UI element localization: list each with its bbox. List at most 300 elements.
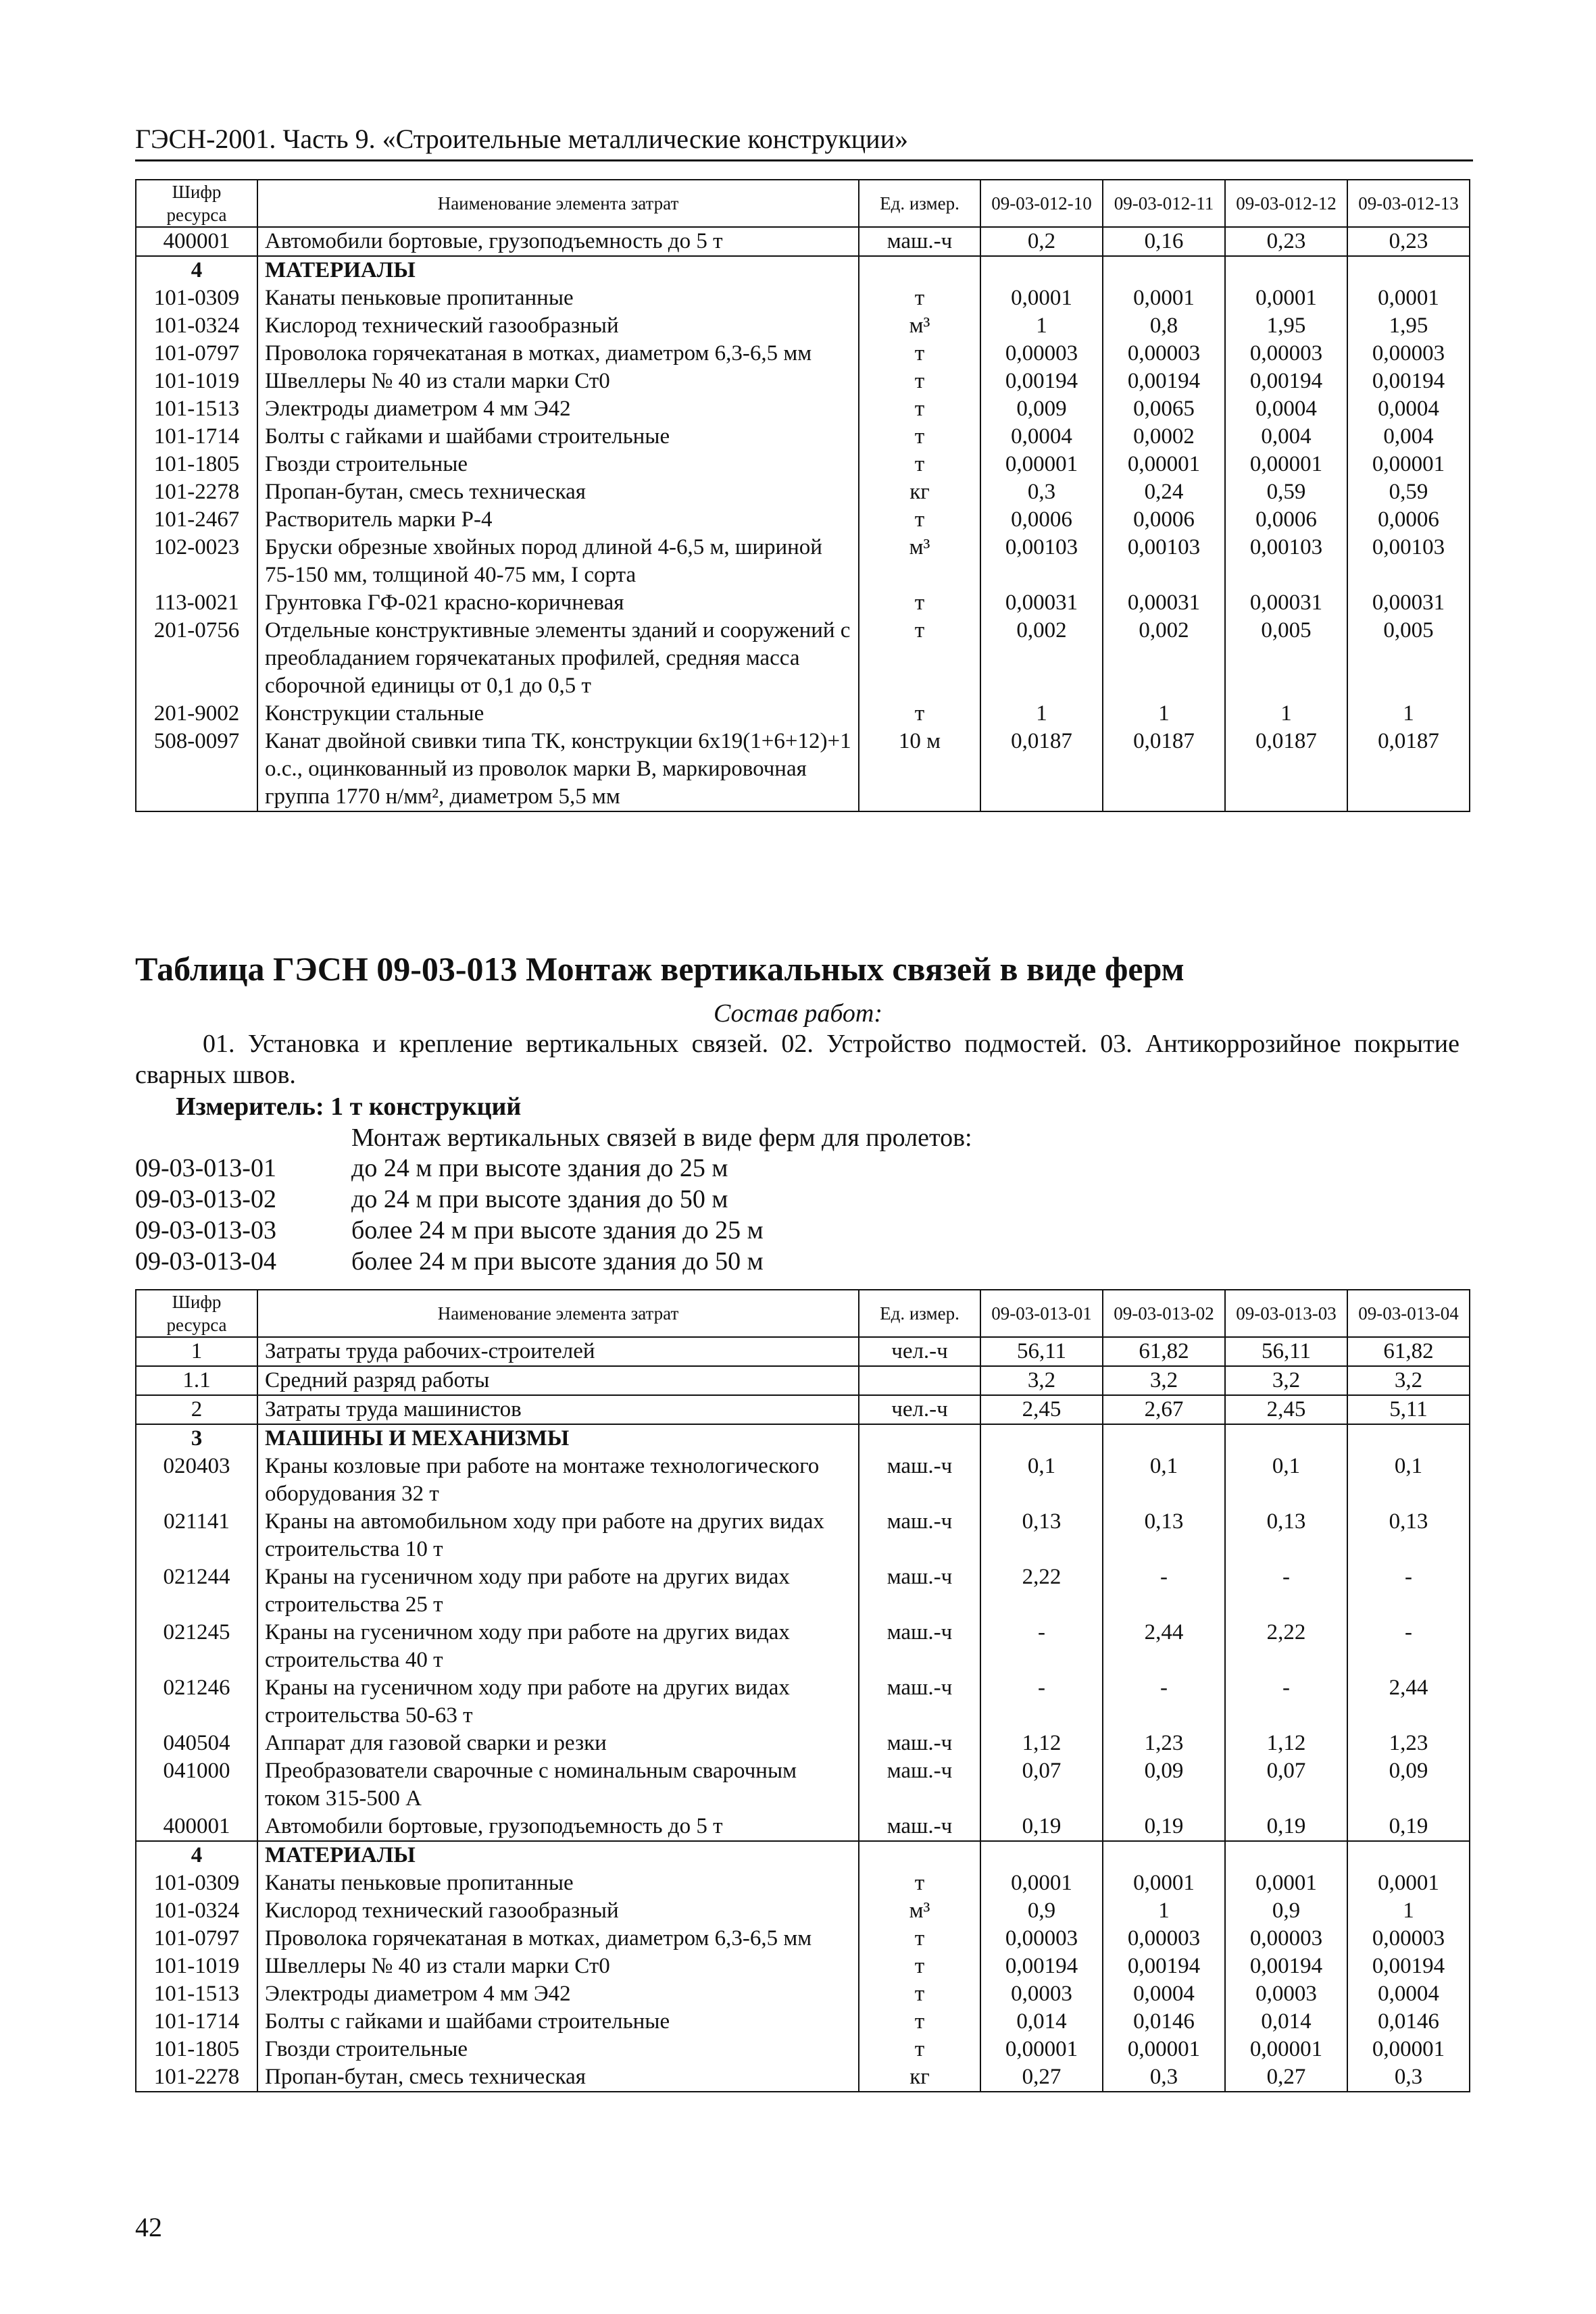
value-cell: 0,23 (1347, 227, 1470, 256)
col-variant-header: 09-03-013-04 (1347, 1290, 1470, 1337)
unit-cell: кг (859, 2063, 980, 2092)
value-cell: 0,00003 (1347, 1925, 1470, 1953)
variant-text: до 24 м при высоте здания до 50 м (351, 1185, 728, 1213)
table-row (136, 1757, 1470, 1813)
resource-code: 021246 (136, 1674, 257, 1730)
unit-cell: м³ (859, 534, 980, 589)
value-cell: 0,00001 (1225, 451, 1347, 478)
unit-cell: маш.-ч (859, 1674, 980, 1730)
value-cell: 1 (1103, 1897, 1225, 1925)
resource-code: 201-9002 (136, 700, 257, 728)
value-cell: 0,0187 (1347, 728, 1470, 811)
unit-cell: маш.-ч (859, 1453, 980, 1508)
value-cell: 0,1 (1103, 1453, 1225, 1508)
table-row (136, 312, 1470, 340)
col-name-header: Наименование элемента затрат (257, 180, 859, 227)
variant-text: более 24 м при высоте здания до 25 м (351, 1216, 764, 1244)
table-header-row (136, 1290, 1470, 1337)
value-cell: 3,2 (1103, 1366, 1225, 1395)
value-cell: 1 (1225, 700, 1347, 728)
resource-code: 3 (136, 1424, 257, 1453)
value-cell: 1,12 (980, 1730, 1103, 1757)
value-cell: 2,45 (980, 1395, 1103, 1424)
value-cell: 0,00103 (1347, 534, 1470, 589)
value-cell: 0,00003 (1103, 340, 1225, 368)
value-cell: 0,0004 (1347, 395, 1470, 423)
resource-name: Краны на гусеничном ходу при работе на других видах строительства 25 т (257, 1563, 859, 1619)
col-code-header: Шифр ресурса (136, 180, 257, 227)
col-variant-header: 09-03-012-12 (1225, 180, 1347, 227)
value-cell: 0,00103 (1103, 534, 1225, 589)
value-cell: 0,16 (1103, 227, 1225, 256)
value-cell: 1,23 (1347, 1730, 1470, 1757)
table-row (136, 227, 1470, 256)
value-cell: 0,00194 (1103, 368, 1225, 395)
unit-cell: т (859, 1953, 980, 1980)
table-row (136, 1395, 1470, 1424)
value-cell: 0,00103 (980, 534, 1103, 589)
value-cell: 0,0006 (1347, 506, 1470, 534)
table-row (136, 1980, 1470, 2008)
table-row (136, 1674, 1470, 1730)
unit-cell: т (859, 2036, 980, 2063)
table-row (136, 1619, 1470, 1674)
resource-name: Грунтовка ГФ-021 красно-коричневая (257, 589, 859, 617)
value-cell: 0,0187 (980, 728, 1103, 811)
resource-code: 102-0023 (136, 534, 257, 589)
table-row (136, 589, 1470, 617)
col-unit-header: Ед. измер. (859, 1290, 980, 1337)
value-cell: 0,00031 (1225, 589, 1347, 617)
resource-code: 400001 (136, 227, 257, 256)
value-cell: 0,0065 (1103, 395, 1225, 423)
resource-code: 101-0797 (136, 1925, 257, 1953)
unit-cell: т (859, 395, 980, 423)
value-cell: - (1347, 1563, 1470, 1619)
table-row (136, 2063, 1470, 2092)
value-cell: 0,0003 (980, 1980, 1103, 2008)
resource-code: 101-2467 (136, 506, 257, 534)
table-row (136, 451, 1470, 478)
value-cell: 0,27 (980, 2063, 1103, 2092)
value-cell: 0,00194 (980, 1953, 1103, 1980)
resource-name: Затраты труда рабочих-строителей (257, 1337, 859, 1366)
resource-name: Болты с гайками и шайбами строительные (257, 2008, 859, 2036)
value-cell (1347, 1841, 1470, 1869)
resource-code: 101-1019 (136, 1953, 257, 1980)
resource-code: 1 (136, 1337, 257, 1366)
resource-name: Канат двойной свивки типа ТК, конструкции 6х19(1+6+12)+1 о.с., оцинкованный из проволок марки В, маркировочная группа 1770 н/мм², диаметром 5,5 мм (257, 728, 859, 811)
resource-code: 101-2278 (136, 2063, 257, 2092)
resource-name: Краны на автомобильном ходу при работе на других видах строительства 10 т (257, 1508, 859, 1563)
unit-cell: чел.-ч (859, 1395, 980, 1424)
unit-cell: кг (859, 478, 980, 506)
value-cell: 0,19 (980, 1813, 1103, 1841)
col-variant-header: 09-03-012-10 (980, 180, 1103, 227)
value-cell: 61,82 (1347, 1337, 1470, 1366)
value-cell: - (1103, 1674, 1225, 1730)
value-cell: 0,24 (1103, 478, 1225, 506)
col-unit-header: Ед. измер. (859, 180, 980, 227)
value-cell: 3,2 (980, 1366, 1103, 1395)
value-cell: 3,2 (1347, 1366, 1470, 1395)
table-row (136, 1869, 1470, 1897)
unit-cell: маш.-ч (859, 1757, 980, 1813)
resource-name: Растворитель марки Р-4 (257, 506, 859, 534)
value-cell: 0,002 (980, 617, 1103, 700)
resource-name: Аппарат для газовой сварки и резки (257, 1730, 859, 1757)
variant-item (135, 1215, 764, 1246)
unit-cell: 10 м (859, 728, 980, 811)
value-cell: 1 (980, 312, 1103, 340)
value-cell: 0,014 (1225, 2008, 1347, 2036)
value-cell: 0,0146 (1347, 2008, 1470, 2036)
value-cell: 0,00003 (1225, 1925, 1347, 1953)
unit-cell: т (859, 700, 980, 728)
value-cell: 2,67 (1103, 1395, 1225, 1424)
table-row (136, 1453, 1470, 1508)
value-cell: 2,44 (1103, 1619, 1225, 1674)
variant-code: 09-03-013-01 (135, 1154, 276, 1182)
value-cell: 0,00194 (1347, 1953, 1470, 1980)
value-cell: 0,27 (1225, 2063, 1347, 2092)
resource-code: 101-1805 (136, 451, 257, 478)
value-cell: 1,12 (1225, 1730, 1347, 1757)
value-cell (980, 1424, 1103, 1453)
value-cell: 0,0001 (1225, 1869, 1347, 1897)
resource-name: Краны на гусеничном ходу при работе на других видах строительства 40 т (257, 1619, 859, 1674)
value-cell: 0,00003 (980, 340, 1103, 368)
table-row (136, 506, 1470, 534)
value-cell: 0,004 (1225, 423, 1347, 451)
value-cell: 0,00001 (1347, 2036, 1470, 2063)
value-cell: 0,0187 (1103, 728, 1225, 811)
value-cell: 0,3 (980, 478, 1103, 506)
variants-intro: Монтаж вертикальных связей в виде ферм для пролетов: (351, 1124, 972, 1152)
resource-code: 020403 (136, 1453, 257, 1508)
resource-code: 021244 (136, 1563, 257, 1619)
value-cell: - (1347, 1619, 1470, 1674)
unit-cell (859, 1841, 980, 1869)
value-cell: 61,82 (1103, 1337, 1225, 1366)
value-cell: - (1225, 1563, 1347, 1619)
value-cell: 0,0001 (1347, 284, 1470, 312)
value-cell: 0,23 (1225, 227, 1347, 256)
resource-code: 201-0756 (136, 617, 257, 700)
unit-cell: т (859, 589, 980, 617)
value-cell (1225, 256, 1347, 284)
value-cell: 0,00031 (1103, 589, 1225, 617)
unit-cell: т (859, 506, 980, 534)
value-cell (1347, 1424, 1470, 1453)
table-row (136, 1366, 1470, 1395)
value-cell: 0,19 (1225, 1813, 1347, 1841)
resource-name: Болты с гайками и шайбами строительные (257, 423, 859, 451)
table-row (136, 395, 1470, 423)
resource-name: Краны козловые при работе на монтаже технологического оборудования 32 т (257, 1453, 859, 1508)
value-cell: 2,45 (1225, 1395, 1347, 1424)
value-cell: 0,0006 (1103, 506, 1225, 534)
value-cell: 0,00001 (1225, 2036, 1347, 2063)
value-cell: 0,00001 (980, 2036, 1103, 2063)
value-cell (1103, 1424, 1225, 1453)
value-cell: 0,59 (1347, 478, 1470, 506)
resource-name: Средний разряд работы (257, 1366, 859, 1395)
value-cell: 0,0001 (1347, 1869, 1470, 1897)
table-row (136, 368, 1470, 395)
value-cell: 0,0006 (1225, 506, 1347, 534)
table-row (136, 423, 1470, 451)
unit-cell: чел.-ч (859, 1337, 980, 1366)
value-cell: 0,07 (980, 1757, 1103, 1813)
value-cell: 0,1 (980, 1453, 1103, 1508)
variant-code: 09-03-013-03 (135, 1216, 276, 1244)
resource-code: 113-0021 (136, 589, 257, 617)
measure-unit: Измеритель: 1 т конструкций (176, 1092, 522, 1121)
value-cell: 1,95 (1225, 312, 1347, 340)
value-cell: 0,0001 (980, 1869, 1103, 1897)
section-row (136, 1424, 1470, 1453)
value-cell: 0,3 (1347, 2063, 1470, 2092)
table-row (136, 478, 1470, 506)
resource-code: 101-1019 (136, 368, 257, 395)
value-cell: 0,9 (980, 1897, 1103, 1925)
table-row (136, 1897, 1470, 1925)
value-cell: 0,0187 (1225, 728, 1347, 811)
value-cell: 5,11 (1347, 1395, 1470, 1424)
value-cell: 1 (1103, 700, 1225, 728)
page-header: ГЭСН-2001. Часть 9. «Строительные металлические конструкции» (135, 122, 1473, 161)
value-cell: 0,59 (1225, 478, 1347, 506)
value-cell: 0,00194 (1103, 1953, 1225, 1980)
value-cell: 0,00003 (980, 1925, 1103, 1953)
value-cell: 0,07 (1225, 1757, 1347, 1813)
resource-name: Отдельные конструктивные элементы зданий и сооружений с преобладанием горячекатаных профилей, средняя масса сборочной единицы от 0,1 до 0,5 т (257, 617, 859, 700)
resource-name: Проволока горячекатаная в мотках, диаметром 6,3-6,5 мм (257, 340, 859, 368)
resource-name: МАТЕРИАЛЫ (257, 256, 859, 284)
resource-code: 101-1714 (136, 2008, 257, 2036)
resource-name: Проволока горячекатаная в мотках, диаметром 6,3-6,5 мм (257, 1925, 859, 1953)
table-row (136, 728, 1470, 811)
value-cell (1225, 1841, 1347, 1869)
value-cell: 0,00001 (1347, 451, 1470, 478)
value-cell: 0,0006 (980, 506, 1103, 534)
col-variant-header: 09-03-013-03 (1225, 1290, 1347, 1337)
table-row (136, 1563, 1470, 1619)
value-cell (1103, 256, 1225, 284)
value-cell: 0,13 (1225, 1508, 1347, 1563)
value-cell: - (1103, 1563, 1225, 1619)
value-cell (1103, 1841, 1225, 1869)
value-cell: 0,005 (1225, 617, 1347, 700)
unit-cell (859, 1424, 980, 1453)
table-row (136, 340, 1470, 368)
col-code-header: Шифр ресурса (136, 1290, 257, 1337)
resource-code: 040504 (136, 1730, 257, 1757)
unit-cell: м³ (859, 1897, 980, 1925)
value-cell: 0,13 (980, 1508, 1103, 1563)
table-row (136, 617, 1470, 700)
resource-code: 101-0324 (136, 1897, 257, 1925)
table-row (136, 2036, 1470, 2063)
unit-cell: м³ (859, 312, 980, 340)
value-cell: 0,0001 (1103, 1869, 1225, 1897)
table-row (136, 1730, 1470, 1757)
resource-code: 101-1513 (136, 1980, 257, 2008)
value-cell: 56,11 (1225, 1337, 1347, 1366)
value-cell: 0,00003 (1225, 340, 1347, 368)
value-cell: 0,1 (1347, 1453, 1470, 1508)
value-cell: 1 (1347, 1897, 1470, 1925)
resource-code: 4 (136, 256, 257, 284)
work-composition-text: 01. Установка и крепление вертикальных связей. 02. Устройство подмостей. 03. Антикоррозийное покрытие сварных швов. (135, 1030, 1460, 1089)
section-row (136, 256, 1470, 284)
resource-name: Краны на гусеничном ходу при работе на других видах строительства 50-63 т (257, 1674, 859, 1730)
table-row (136, 1953, 1470, 1980)
resource-name: МАТЕРИАЛЫ (257, 1841, 859, 1869)
unit-cell: маш.-ч (859, 1563, 980, 1619)
resource-name: Бруски обрезные хвойных пород длиной 4-6,5 м, шириной 75-150 мм, толщиной 40-75 мм, I сорта (257, 534, 859, 589)
unit-cell: т (859, 368, 980, 395)
value-cell: 0,0004 (1103, 1980, 1225, 2008)
value-cell: 0,00194 (980, 368, 1103, 395)
variant-code: 09-03-013-02 (135, 1185, 276, 1213)
unit-cell: т (859, 1869, 980, 1897)
table-body (136, 1337, 1470, 2092)
resource-code: 021141 (136, 1508, 257, 1563)
value-cell: 0,0001 (1103, 284, 1225, 312)
table-row (136, 700, 1470, 728)
work-composition-label: Состав работ: (713, 999, 883, 1028)
value-cell: 0,9 (1225, 1897, 1347, 1925)
value-cell: 0,8 (1103, 312, 1225, 340)
value-cell: 0,0004 (1347, 1980, 1470, 2008)
value-cell: 0,00003 (1103, 1925, 1225, 1953)
resource-code: 4 (136, 1841, 257, 1869)
value-cell: 0,00001 (1103, 451, 1225, 478)
value-cell: 56,11 (980, 1337, 1103, 1366)
value-cell: 0,0001 (980, 284, 1103, 312)
resource-name: Канаты пеньковые пропитанные (257, 1869, 859, 1897)
resource-code: 400001 (136, 1813, 257, 1841)
resource-name: Пропан-бутан, смесь техническая (257, 2063, 859, 2092)
value-cell: 0,09 (1103, 1757, 1225, 1813)
value-cell (980, 256, 1103, 284)
table-row (136, 1508, 1470, 1563)
resource-table-013 (135, 1289, 1470, 2092)
unit-cell (859, 256, 980, 284)
resource-name: Преобразователи сварочные с номинальным сварочным током 315-500 А (257, 1757, 859, 1813)
value-cell: - (980, 1619, 1103, 1674)
variant-text: более 24 м при высоте здания до 50 м (351, 1247, 764, 1276)
resource-name: Пропан-бутан, смесь техническая (257, 478, 859, 506)
value-cell: 0,00031 (1347, 589, 1470, 617)
value-cell: 0,09 (1347, 1757, 1470, 1813)
resource-code: 021245 (136, 1619, 257, 1674)
value-cell (1225, 1424, 1347, 1453)
value-cell: - (1225, 1674, 1347, 1730)
value-cell: 0,00003 (1347, 340, 1470, 368)
resource-code: 101-1805 (136, 2036, 257, 2063)
value-cell (1347, 256, 1470, 284)
section-row (136, 1841, 1470, 1869)
value-cell: 2,22 (980, 1563, 1103, 1619)
value-cell: 1 (1347, 700, 1470, 728)
resource-code: 101-0309 (136, 284, 257, 312)
unit-cell: т (859, 451, 980, 478)
value-cell: 0,009 (980, 395, 1103, 423)
unit-cell: т (859, 423, 980, 451)
table-row (136, 1925, 1470, 1953)
resource-code: 508-0097 (136, 728, 257, 811)
variant-code: 09-03-013-04 (135, 1247, 276, 1276)
resource-name: Кислород технический газообразный (257, 312, 859, 340)
value-cell: 0,00001 (1103, 2036, 1225, 2063)
resource-name: Электроды диаметром 4 мм Э42 (257, 395, 859, 423)
variant-item (135, 1153, 764, 1184)
table-row (136, 1337, 1470, 1366)
resource-name: Автомобили бортовые, грузоподъемность до 5 т (257, 227, 859, 256)
value-cell: 0,19 (1347, 1813, 1470, 1841)
variant-item (135, 1246, 764, 1277)
table-header-row (136, 180, 1470, 227)
value-cell: 0,0146 (1103, 2008, 1225, 2036)
variant-item (135, 1184, 764, 1215)
value-cell: 0,014 (980, 2008, 1103, 2036)
page-number: 42 (135, 2212, 162, 2242)
table-row (136, 534, 1470, 589)
value-cell: 1 (980, 700, 1103, 728)
unit-cell: т (859, 2008, 980, 2036)
table-body (136, 227, 1470, 811)
value-cell: 0,00031 (980, 589, 1103, 617)
table-row (136, 1813, 1470, 1841)
resource-name: Гвозди строительные (257, 2036, 859, 2063)
value-cell: 2,44 (1347, 1674, 1470, 1730)
resource-name: Швеллеры № 40 из стали марки Ст0 (257, 368, 859, 395)
unit-cell: т (859, 617, 980, 700)
value-cell: 3,2 (1225, 1366, 1347, 1395)
value-cell: - (980, 1674, 1103, 1730)
resource-name: МАШИНЫ И МЕХАНИЗМЫ (257, 1424, 859, 1453)
unit-cell: маш.-ч (859, 1813, 980, 1841)
unit-cell: маш.-ч (859, 1619, 980, 1674)
unit-cell: маш.-ч (859, 227, 980, 256)
col-variant-header: 09-03-012-11 (1103, 180, 1225, 227)
variant-text: до 24 м при высоте здания до 25 м (351, 1154, 728, 1182)
unit-cell: т (859, 340, 980, 368)
section-title: Таблица ГЭСН 09-03-013 Монтаж вертикальных связей в виде ферм (135, 950, 1184, 988)
value-cell: 0,004 (1347, 423, 1470, 451)
col-variant-header: 09-03-013-01 (980, 1290, 1103, 1337)
resource-code: 101-0309 (136, 1869, 257, 1897)
resource-code: 2 (136, 1395, 257, 1424)
resource-name: Автомобили бортовые, грузоподъемность до 5 т (257, 1813, 859, 1841)
value-cell (980, 1841, 1103, 1869)
resource-name: Гвозди строительные (257, 451, 859, 478)
table-row (136, 284, 1470, 312)
value-cell: 0,3 (1103, 2063, 1225, 2092)
resource-code: 101-1714 (136, 423, 257, 451)
value-cell: 0,002 (1103, 617, 1225, 700)
unit-cell: т (859, 1980, 980, 2008)
value-cell: 0,0002 (1103, 423, 1225, 451)
resource-name: Электроды диаметром 4 мм Э42 (257, 1980, 859, 2008)
value-cell: 0,0004 (1225, 395, 1347, 423)
variants-list (135, 1153, 764, 1277)
value-cell: 0,00194 (1225, 1953, 1347, 1980)
unit-cell: маш.-ч (859, 1730, 980, 1757)
